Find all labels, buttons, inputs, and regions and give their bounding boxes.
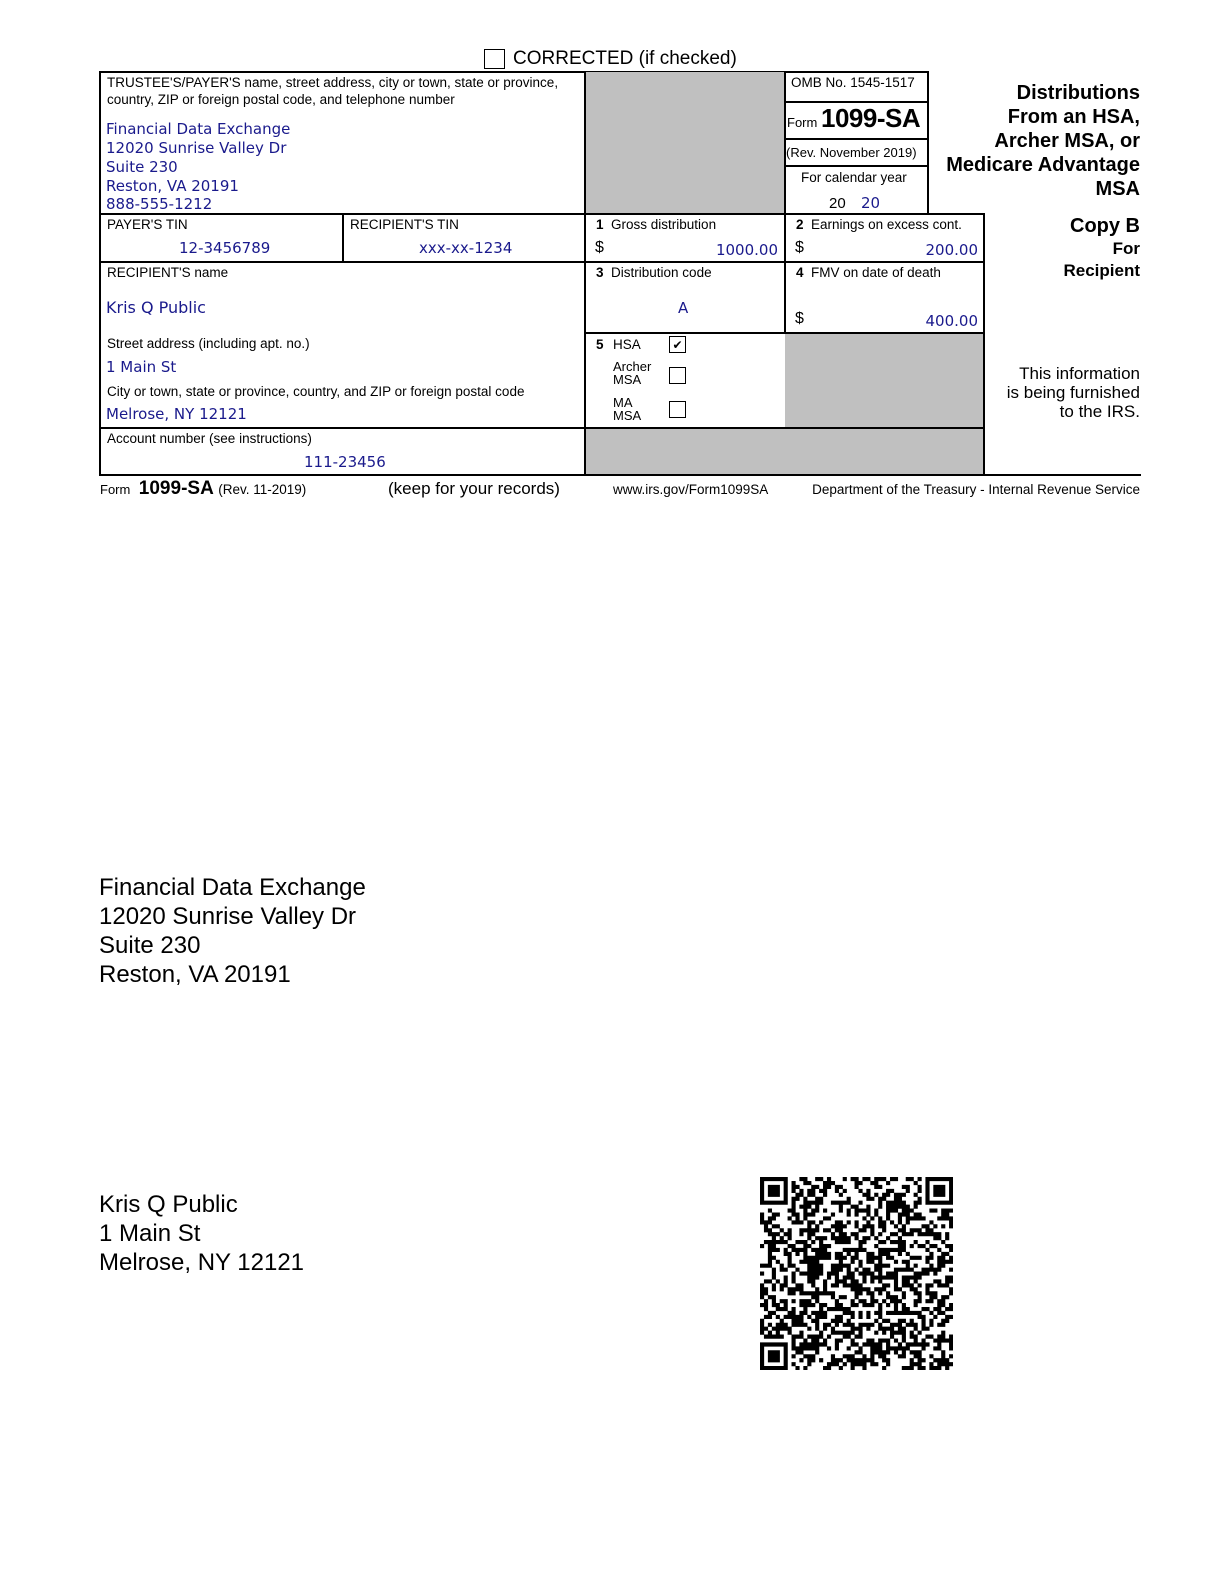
recipient-city: Melrose, NY 12121 [106,405,247,423]
ma-label-line1: MA [613,395,633,410]
divider-v-tins [342,213,344,262]
box1-dollar: $ [595,239,604,256]
irs-info-note [1007,364,1140,421]
recipient-addr-line3: Melrose, NY 12121 [99,1249,305,1276]
archer-label-line1: Archer [613,359,652,374]
footer-keep-records: (keep for your records) [388,479,560,498]
box4-text: FMV on date of death [811,265,941,280]
shaded-area-bottom [585,428,984,474]
sender-line3: Suite 230 [99,932,201,959]
box2-label [796,217,962,232]
footer-department: Department of the Treasury - Internal Revenue Service [812,482,1140,497]
box2-value: 200.00 [925,241,978,259]
payer-suite: Suite 230 [106,158,178,176]
payer-city: Reston, VA 20191 [106,177,239,195]
form-title-line1: Distributions [1016,82,1140,104]
divider-h-tins [99,261,984,263]
payer-name: Financial Data Exchange [106,120,291,138]
copy-b-block [1063,214,1140,282]
sender-line2: 12020 Sunrise Valley Dr [99,903,357,930]
recipient-name: Kris Q Public [106,298,206,317]
box5-archer-label [613,360,651,386]
form-bottom-border [99,474,1141,476]
form-title-line3: Archer MSA, or [994,130,1140,152]
form-top-border [99,71,928,73]
copy-b-recipient: Recipient [1063,261,1140,280]
irs-info-line2: is being furnished [1006,383,1140,402]
box3-label [596,265,712,280]
box3-value: A [678,299,689,317]
payer-street: 12020 Sunrise Valley Dr [106,139,287,157]
divider-v-copy [983,213,985,475]
ma-msa-checkbox[interactable] [669,401,686,418]
recipient-tin-value: xxx-xx-1234 [419,239,513,257]
recipient-name-label: RECIPIENT'S name [107,265,229,280]
box2-dollar: $ [795,239,804,256]
hsa-checkbox[interactable] [669,336,686,353]
box4-dollar: $ [795,310,804,327]
form-title-line4: Medicare Advantage [946,154,1140,176]
street-label: Street address (including apt. no.) [107,336,310,351]
form-title-line2: From an HSA, [1007,106,1140,128]
account-label: Account number (see instructions) [107,431,312,446]
shaded-area-top [585,72,785,214]
box1-label [596,217,716,232]
divider-h-box4 [585,332,984,334]
box5-ma-label [613,396,641,422]
payer-label-line1: TRUSTEE'S/PAYER'S name, street address, city or town, state or province, [107,75,559,90]
omb-number: OMB No. 1545-1517 [791,75,915,90]
footer-rev: (Rev. 11-2019) [218,482,307,497]
footer-form-id [100,478,306,500]
footer-form-number: 1099-SA [138,478,214,499]
copy-b-title: Copy B [1070,215,1140,237]
payer-tin-label: PAYER'S TIN [107,217,188,232]
recipient-addr-line2: 1 Main St [99,1220,201,1247]
divider-h-payer [99,213,984,215]
qr-code-modules [760,1177,953,1370]
calendar-year-label: For calendar year [801,170,907,185]
hsa-check-mark: ✔ [672,337,683,352]
divider-h-omb3 [785,165,928,167]
qr-code-icon [760,1177,953,1370]
form-revision: (Rev. November 2019) [786,145,917,160]
box2-number: 2 [796,217,804,232]
sender-address [99,873,366,989]
payer-tin-value: 12-3456789 [179,239,271,257]
account-value: 111-23456 [304,453,386,471]
box5-hsa-label: HSA [613,337,641,352]
corrected-checkbox[interactable] [484,49,505,69]
archer-msa-checkbox[interactable] [669,367,686,384]
footer-url: www.irs.gov/Form1099SA [613,482,769,497]
recipient-street: 1 Main St [106,358,177,376]
box3-number: 3 [596,265,604,280]
box2-text: Earnings on excess cont. [811,217,962,232]
recipient-address [99,1190,304,1277]
divider-h-omb2 [785,138,928,140]
form-title-line5: MSA [1095,178,1140,200]
recipient-addr-line1: Kris Q Public [99,1191,238,1218]
box4-label [796,265,941,280]
year-suffix: 20 [861,194,881,212]
divider-h-account [99,427,984,429]
box4-value: 400.00 [925,312,978,330]
payer-label-line2: country, ZIP or foreign postal code, and telephone number [107,92,455,107]
divider-v-omb [784,71,786,333]
divider-v-main [584,71,586,475]
city-label: City or town, state or province, country, and ZIP or foreign postal code [107,384,525,399]
box5-number: 5 [596,337,604,352]
archer-label-line2: MSA [613,372,642,387]
box1-value: 1000.00 [715,241,778,259]
irs-info-line1: This information [1019,364,1140,383]
form-title [946,81,1140,201]
sender-line4: Reston, VA 20191 [99,961,291,988]
form-left-border [99,71,101,475]
irs-info-line3: to the IRS. [1059,402,1140,421]
form-word: Form [787,115,818,130]
recipient-tin-label: RECIPIENT'S TIN [350,217,459,232]
footer-form-word: Form [100,482,131,497]
box1-text: Gross distribution [611,217,717,232]
box3-text: Distribution code [611,265,712,280]
year-prefix: 20 [829,195,846,212]
shaded-area-mid [785,333,984,428]
copy-b-for: For [1112,239,1140,258]
sender-line1: Financial Data Exchange [99,874,366,901]
form-number: 1099-SA [821,103,921,133]
box1-number: 1 [596,217,604,232]
corrected-label: CORRECTED (if checked) [513,48,737,69]
ma-label-line2: MSA [613,408,642,423]
box4-number: 4 [796,265,804,280]
payer-phone: 888-555-1212 [106,195,213,213]
divider-v-omb-right [927,71,929,214]
